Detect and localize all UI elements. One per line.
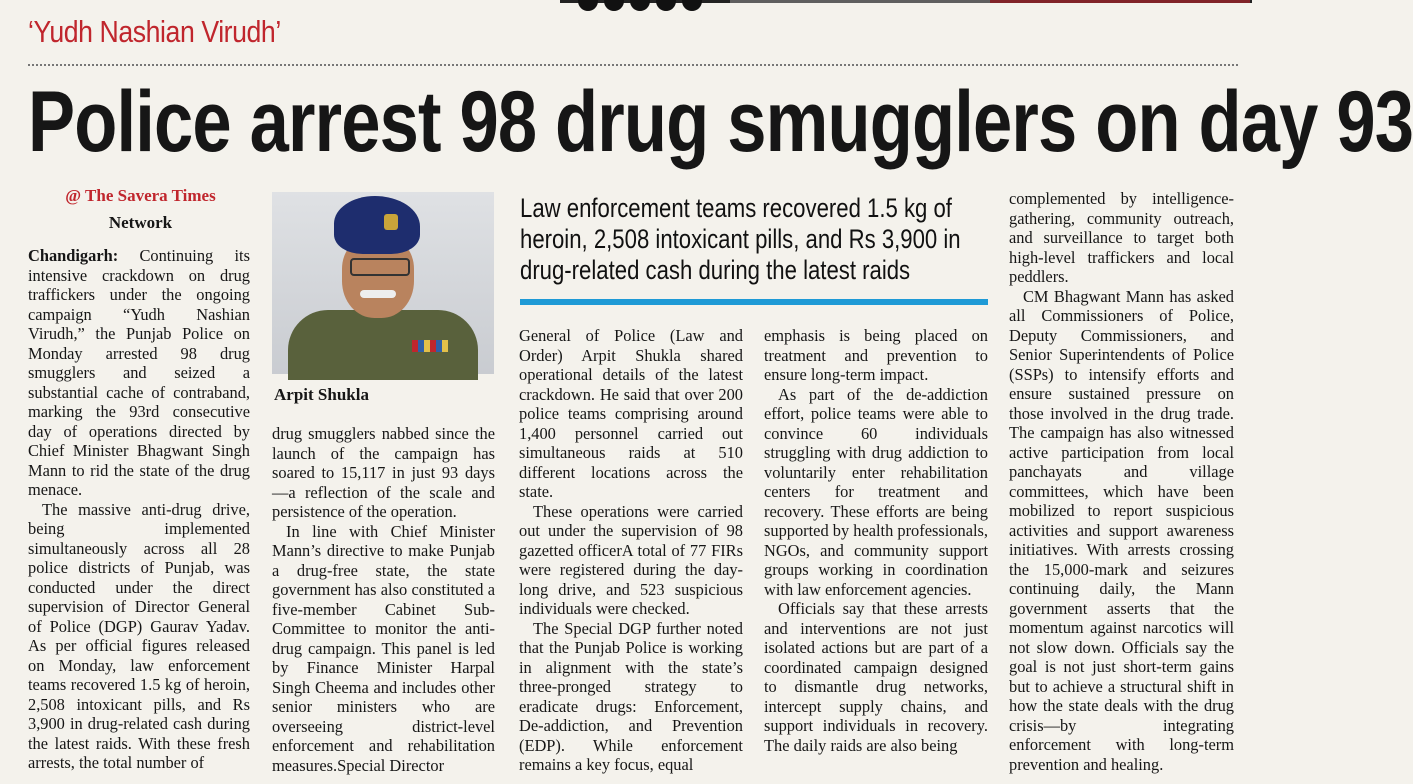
article-column-3 (519, 326, 743, 775)
masthead-logo-dots (578, 0, 708, 16)
article-column-1 (28, 246, 250, 773)
pull-quote-rule (520, 299, 988, 305)
paragraph: CM Bhagwant Mann has asked all Commissioners of Police, Deputy Commissioners, and Senior Superintendents of Police (SSPs) to intensify efforts and ensure sustained pressure on those involved in the drug trade. The campaign has also witnessed active participation from local panchayats and village committees, which have been mobilized to report suspicious activities and support awareness initiatives. With arrests crossing the 15,000-mark and seizures continuing daily, the Mann government asserts that the momentum against narcotics will not slow down. Officials say the goal is not just short-term gains but to achieve a structural shift in how the state deals with the drug crisis—by integrating enforcement with long-term prevention and healing. (1009, 286, 1234, 774)
byline: @ The Savera Times (65, 186, 216, 205)
headline: Police arrest 98 drug smugglers on day 93 (28, 74, 1413, 170)
article-column-2 (272, 424, 495, 775)
article-column-4 (764, 326, 988, 755)
paragraph: Officials say that these arrests and interventions are not just isolated actions but are part of a coordinated campaign designed to dismantle drug networks, intercept supply chains, and support individuals in recovery. The daily raids are also being (764, 599, 988, 755)
paragraph: complemented by intelligence-gathering, community outreach, and surveillance to target both high-level traffickers and local peddlers. (1009, 189, 1234, 286)
photo-caption: Arpit Shukla (274, 385, 369, 404)
paragraph-text: Continuing its intensive crackdown on drug traffickers under the ongoing campaign “Yudh Nashian Virudh,” the Punjab Police on Monday arrested 98 drug smugglers and seized a substantial cache of contraband, marking the 93rd consecutive day of operations directed by Chief Minister Bhagwant Singh Mann to rid the state of the drug menace. (28, 246, 250, 499)
paragraph: The massive anti-drug drive, being implemented simultaneously across all 28 police districts of Punjab, was conducted under the direct supervision of Director General of Police (DGP) Gaurav Yadav. As per official figures released on Monday, law enforcement teams recovered 1.5 kg of heroin, 2,508 intoxicant pills, and Rs 3,900 in drug-related cash during the latest raids. With these fresh arrests, the total number of (28, 499, 250, 772)
section-kicker: ‘Yudh Nashian Virudh’ (28, 14, 281, 49)
paragraph: In line with Chief Minister Mann’s directive to make Punjab a drug-free state, the state government has also constituted a five-member Cabinet Sub-Committee to monitor the anti-drug campaign. This panel is led by Finance Minister Harpal Singh Cheema and includes other senior ministers who are overseeing district-level enforcement and rehabilitation measures.Special Director (272, 521, 495, 775)
pull-quote: Law enforcement teams recovered 1.5 kg of heroin, 2,508 intoxicant pills, and Rs 3,900 in drug-related cash during the latest raids (520, 193, 961, 285)
masthead-strip (560, 0, 1252, 13)
paragraph: These operations were carried out under the supervision of 98 gazetted officerA total of 77 FIRs were registered during the day-long drive, and 523 suspicious individuals were checked. (519, 501, 743, 618)
byline-network: Network (108, 213, 173, 232)
paragraph: As part of the de-addiction effort, police teams were able to convince 60 individuals struggling with drug addiction to voluntarily enter rehabilitation centers for treatment and recovery. These efforts are being supported by health professionals, NGOs, and community support groups working in coordination with law enforcement agencies. (764, 384, 988, 599)
paragraph: drug smugglers nabbed since the launch of the campaign has soared to 15,117 in just 93 days—a reflection of the scale and persistence of the operation. (272, 424, 495, 521)
dateline: Chandigarh: (28, 246, 119, 265)
portrait-photo (272, 192, 494, 374)
dotted-rule (28, 64, 1238, 66)
paragraph (28, 246, 250, 500)
paragraph: General of Police (Law and Order) Arpit Shukla shared operational details of the latest crackdown. He said that over 200 police teams comprising around 1,400 personnel carried out simultaneous raids at 510 different locations across the state. (519, 326, 743, 501)
article-column-5 (1009, 189, 1234, 774)
paragraph: The Special DGP further noted that the Punjab Police is working in alignment with the state’s three-pronged strategy to eradicate drugs: Enforcement, De-addiction, and Prevention (EDP). While enforcement remains a key focus, equal (519, 618, 743, 774)
masthead-tail (730, 0, 1250, 3)
paragraph: emphasis is being placed on treatment and prevention to ensure long-term impact. (764, 326, 988, 384)
